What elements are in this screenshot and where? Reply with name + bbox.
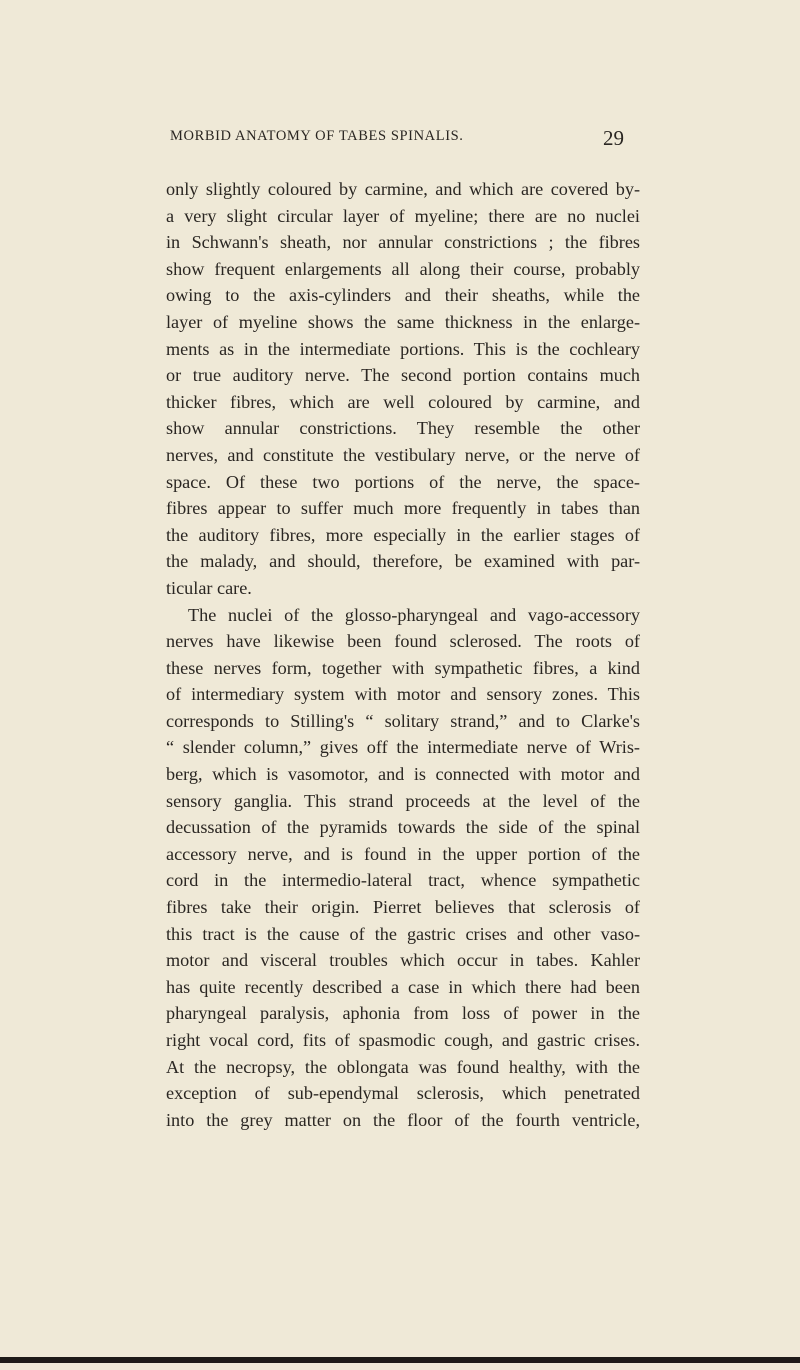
text-line: of intermediary system with motor and sensory zones. This — [166, 684, 640, 705]
text-line: owing to the axis-cylinders and their sheaths, while the — [166, 285, 640, 306]
text-line: or true auditory nerve. The second portion contains much — [166, 365, 640, 386]
text-line: accessory nerve, and is found in the upper portion of the — [166, 843, 640, 864]
text-line: exception of sub-ependymal sclerosis, which penetrated — [166, 1083, 640, 1104]
text-line: fibres appear to suffer much more frequently in tabes than — [166, 498, 640, 519]
text-line: this tract is the cause of the gastric crises and other vaso- — [166, 923, 640, 944]
body-text — [166, 176, 640, 1133]
text-line: At the necropsy, the oblongata was found healthy, with the — [166, 1056, 640, 1077]
running-head — [0, 128, 800, 158]
text-line: the auditory fibres, more especially in the earlier stages of — [166, 524, 640, 545]
text-line: nerves, and constitute the vestibulary nerve, or the nerve of — [166, 444, 640, 465]
page-number: 29 — [603, 126, 624, 150]
paragraph-first-line: The nuclei of the glosso-pharyngeal and vago-accessory — [188, 604, 640, 625]
text-line: in Schwann's sheath, nor annular constrictions ; the fibres — [166, 232, 640, 253]
text-line: these nerves form, together with sympathetic fibres, a kind — [166, 657, 640, 678]
text-line: motor and visceral troubles which occur in tabes. Kahler — [166, 950, 640, 971]
text-line: corresponds to Stilling's “ solitary strand,” and to Clarke's — [166, 710, 640, 731]
paragraph-end-line: ticular care. — [166, 577, 252, 598]
text-line: a very slight circular layer of myeline; there are no nuclei — [166, 205, 640, 226]
text-line: thicker fibres, which are well coloured by carmine, and — [166, 391, 640, 412]
text-line: “ slender column,” gives off the intermediate nerve of Wris- — [166, 737, 640, 758]
text-line: show frequent enlargements all along their course, probably — [166, 258, 640, 279]
text-line: fibres take their origin. Pierret believes that sclerosis of — [166, 897, 640, 918]
text-line: pharyngeal paralysis, aphonia from loss of power in the — [166, 1003, 640, 1024]
text-line: layer of myeline shows the same thickness in the enlarge- — [166, 311, 640, 332]
text-line: show annular constrictions. They resemble the other — [166, 418, 640, 439]
text-line: ments as in the intermediate portions. This is the cochleary — [166, 338, 640, 359]
text-line: space. Of these two portions of the nerve, the space- — [166, 471, 640, 492]
running-head-title: MORBID ANATOMY OF TABES SPINALIS. — [170, 128, 464, 144]
text-line: the malady, and should, therefore, be examined with par- — [166, 551, 640, 572]
text-line: right vocal cord, fits of spasmodic cough, and gastric crises. — [166, 1030, 640, 1050]
scan-edge-rule — [0, 1357, 800, 1363]
text-line: cord in the intermedio-lateral tract, whence sympathetic — [166, 870, 640, 891]
text-line: into the grey matter on the floor of the fourth ventricle, — [166, 1109, 640, 1130]
text-line: decussation of the pyramids towards the side of the spinal — [166, 817, 640, 838]
text-line: has quite recently described a case in which there had been — [166, 976, 640, 997]
text-line: berg, which is vasomotor, and is connected with motor and — [166, 764, 640, 785]
text-line: nerves have likewise been found sclerosed. The roots of — [166, 631, 640, 652]
text-line: only slightly coloured by carmine, and which are covered by- — [166, 179, 640, 199]
text-line: sensory ganglia. This strand proceeds at the level of the — [166, 790, 640, 811]
